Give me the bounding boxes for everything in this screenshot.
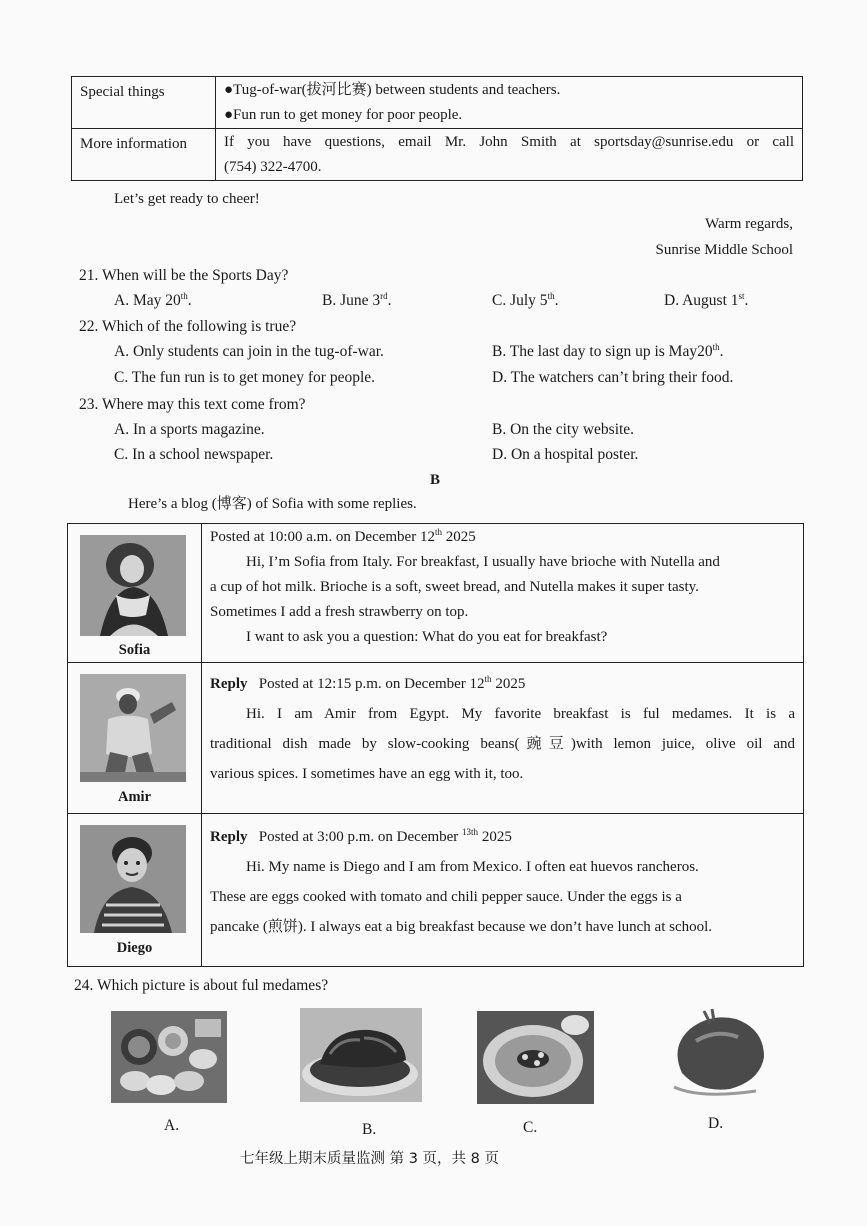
contact-line: (754) 322-4700. — [224, 159, 322, 175]
post-line: various spices. I sometimes have an egg with it, too. — [210, 766, 524, 782]
picture-label-b: B. — [362, 1121, 377, 1138]
question-24-stem: 24. Which picture is about ful medames? — [74, 977, 329, 994]
post-content — [210, 822, 795, 942]
author-cell — [68, 663, 202, 813]
question-22-option-c[interactable]: C. The fun run is to get money for people. — [114, 369, 376, 386]
row-value — [216, 77, 803, 129]
reply-label: Reply — [210, 829, 248, 845]
bullet-line: ●Tug-of-war(拔河比赛) between students and teachers. — [224, 82, 561, 98]
post-line: Hi. I am Amir from Egypt. My favorite breakfast is ful medames. It is a — [246, 706, 795, 722]
author-name: Sofia — [118, 642, 151, 658]
post-line: traditional dish made by slow-cooking beans(豌豆)with lemon juice, olive oil and — [210, 736, 795, 752]
question-23-option-d[interactable]: D. On a hospital poster. — [492, 446, 639, 463]
post-timestamp: Reply Posted at 3:00 p.m. on December $^{13th}$ 2025 — [210, 827, 512, 845]
option-d-picture[interactable] — [660, 1007, 774, 1099]
question-22-option-d[interactable]: D. The watchers can’t bring their food. — [492, 369, 734, 386]
table-row — [72, 77, 803, 129]
question-22-option-a[interactable]: A. Only students can join in the tug-of-war. — [114, 343, 384, 360]
question-21-option-a[interactable]: A. May 20th. — [114, 291, 192, 309]
author-name: Diego — [116, 940, 153, 956]
sports-day-info-table — [71, 76, 803, 181]
blog-table — [67, 523, 804, 967]
post-line: These are eggs cooked with tomato and chili pepper sauce. Under the eggs is a — [210, 889, 682, 905]
sofia-portrait — [80, 535, 186, 636]
option-b-picture[interactable] — [300, 1008, 422, 1102]
blog-reply-diego — [68, 813, 803, 966]
blog-post-sofia — [68, 524, 803, 662]
post-timestamp: Reply Posted at 12:15 p.m. on December 12th 2025 — [210, 674, 526, 692]
author-cell — [68, 814, 202, 966]
table-row — [72, 129, 803, 181]
bullet-line: ●Fun run to get money for poor people. — [224, 107, 463, 123]
row-value — [216, 129, 803, 181]
post-line: Sometimes I add a fresh strawberry on top. — [210, 604, 469, 620]
row-label: More information — [72, 129, 216, 181]
option-c-picture[interactable] — [477, 1011, 594, 1104]
author-cell — [68, 524, 202, 662]
post-line: I want to ask you a question: What do you eat for breakfast? — [246, 629, 608, 645]
post-content — [210, 525, 795, 650]
question-21-option-c[interactable]: C. July 5th. — [492, 291, 559, 309]
question-23-option-b[interactable]: B. On the city website. — [492, 421, 635, 438]
row-label: Special things — [72, 77, 216, 129]
amir-portrait — [80, 674, 186, 782]
question-23-stem: 23. Where may this text come from? — [79, 396, 306, 413]
question-21-option-d[interactable]: D. August 1st. — [664, 291, 749, 309]
picture-label-c: C. — [523, 1119, 538, 1136]
post-content — [210, 669, 795, 789]
section-heading: B — [430, 472, 441, 488]
post-line: a cup of hot milk. Brioche is a soft, sweet bread, and Nutella makes it super tasty. — [210, 579, 699, 595]
page-footer: 七年级上期末质量监测 第 3 页，共 8 页 — [240, 1151, 499, 1167]
post-line: Hi, I’m Sofia from Italy. For breakfast, I usually have brioche with Nutella and — [246, 554, 720, 570]
post-line: pancake (煎饼). I always eat a big breakfast because we don’t have lunch at school. — [210, 919, 713, 935]
question-22-stem: 22. Which of the following is true? — [79, 318, 297, 335]
question-21-option-b[interactable]: B. June 3rd. — [322, 291, 392, 309]
picture-label-a: A. — [164, 1117, 180, 1134]
question-22-option-b[interactable]: B. The last day to sign up is May20th. — [492, 342, 724, 360]
section-intro: Here’s a blog (博客) of Sofia with some replies. — [128, 496, 417, 512]
post-timestamp: Posted at 10:00 a.m. on December 12th 2025 — [210, 527, 476, 545]
blog-reply-amir — [68, 662, 803, 813]
question-23-option-a[interactable]: A. In a sports magazine. — [114, 421, 265, 438]
signature-line: Sunrise Middle School — [655, 242, 793, 258]
option-a-picture[interactable] — [111, 1011, 227, 1103]
reply-label: Reply — [210, 676, 248, 692]
post-line: Hi. My name is Diego and I am from Mexico. I often eat huevos rancheros. — [246, 859, 699, 875]
author-name: Amir — [117, 789, 151, 805]
cheer-line: Let’s get ready to cheer! — [114, 191, 260, 207]
regards-line: Warm regards, — [705, 216, 793, 232]
picture-label-d: D. — [708, 1115, 724, 1132]
question-21-stem: 21. When will be the Sports Day? — [79, 267, 289, 284]
contact-line: If you have questions, email Mr. John Smith at sportsday@sunrise.edu or call — [224, 134, 794, 150]
diego-portrait — [80, 825, 186, 933]
question-23-option-c[interactable]: C. In a school newspaper. — [114, 446, 274, 463]
